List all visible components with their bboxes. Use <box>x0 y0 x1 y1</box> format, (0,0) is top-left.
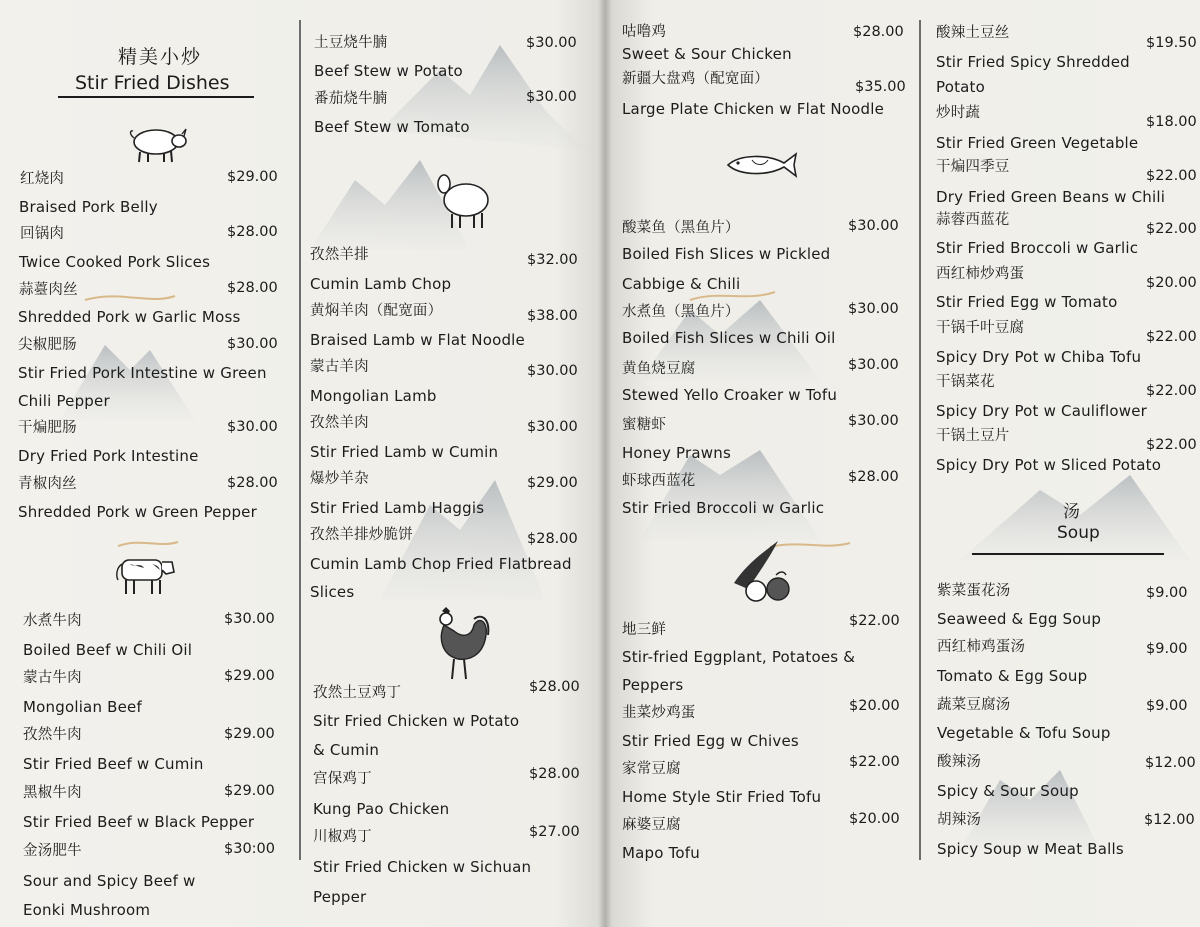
dish-price: $29.00 <box>527 475 578 491</box>
dish-name-en: Stir Fried Pork Intestine w Green <box>18 364 267 382</box>
section-title-underline <box>58 96 254 98</box>
dish-name-zh: 西红柿炒鸡蛋 <box>936 266 1025 282</box>
dish-price: $29.00 <box>224 783 275 799</box>
cow-icon <box>110 550 178 598</box>
soup-name-en: Tomato & Egg Soup <box>937 667 1088 685</box>
dish-name-zh: 炒时蔬 <box>936 105 981 121</box>
dish-name-en: Dry Fried Pork Intestine <box>18 447 199 465</box>
soup-price: $12.00 <box>1145 755 1196 771</box>
soup-price: $9.00 <box>1146 585 1188 601</box>
dish-price: $30.00 <box>526 89 577 105</box>
soup-name-zh: 西红柿鸡蛋汤 <box>937 639 1026 655</box>
dish-name-en: Chili Pepper <box>18 392 110 410</box>
soup-name-en: Vegetable & Tofu Soup <box>937 724 1111 742</box>
dish-price: $28.00 <box>529 679 580 695</box>
dish-name-zh: 新疆大盘鸡（配宽面） <box>622 71 769 87</box>
soup-price: $12.00 <box>1144 812 1195 828</box>
soup-name-en: Seaweed & Egg Soup <box>937 610 1102 628</box>
pig-icon <box>124 122 190 164</box>
dish-name-zh: 咕噜鸡 <box>622 24 667 40</box>
dish-name-en: Dry Fried Green Beans w Chili <box>936 188 1166 206</box>
dish-name-zh: 干煸四季豆 <box>936 159 1010 175</box>
dish-name-en: Kung Pao Chicken <box>313 800 450 818</box>
dish-name-zh: 干锅菜花 <box>936 374 995 390</box>
dish-name-en: Peppers <box>622 676 684 694</box>
dish-name-en: Stir Fried Egg w Tomato <box>936 293 1118 311</box>
dish-name-zh: 酸辣土豆丝 <box>936 25 1010 41</box>
dish-name-zh: 孜然羊肉 <box>310 415 369 431</box>
dish-name-zh: 蜜糖虾 <box>622 417 667 433</box>
dish-name-en: & Cumin <box>313 741 380 759</box>
soup-name-zh: 紫菜蛋花汤 <box>937 583 1011 599</box>
dish-name-en: Mongolian Beef <box>23 698 142 716</box>
dish-name-zh: 孜然土豆鸡丁 <box>313 685 402 701</box>
dish-price: $22.00 <box>849 613 900 629</box>
dish-name-zh: 韭菜炒鸡蛋 <box>622 705 696 721</box>
dish-price: $20.00 <box>849 698 900 714</box>
dish-name-zh: 金汤肥牛 <box>23 843 82 859</box>
dish-name-en: Stir Fried Lamb w Cumin <box>310 443 499 461</box>
sheep-icon <box>430 166 496 232</box>
dish-price: $29.00 <box>224 726 275 742</box>
dish-name-en: Spicy Dry Pot w Cauliflower <box>936 402 1148 420</box>
dish-name-en: Mapo Tofu <box>622 844 700 862</box>
dish-price: $20.00 <box>849 811 900 827</box>
dish-name-en: Stir Fried Broccoli w Garlic <box>622 499 825 517</box>
dish-name-en: Boiled Beef w Chili Oil <box>23 641 193 659</box>
dish-price: $30.00 <box>227 336 278 352</box>
dish-name-en: Stir-fried Eggplant, Potatoes & <box>622 648 856 666</box>
dish-price: $19.50 <box>1146 35 1197 51</box>
dish-name-en: Beef Stew w Potato <box>314 62 463 80</box>
dish-price: $30.00 <box>848 413 899 429</box>
dish-price: $22.00 <box>1146 221 1197 237</box>
dish-name-zh: 回锅肉 <box>20 226 65 242</box>
soup-name-zh: 酸辣汤 <box>937 754 982 770</box>
dish-name-zh: 爆炒羊杂 <box>310 471 369 487</box>
dish-price: $22.00 <box>849 754 900 770</box>
dish-name-zh: 孜然牛肉 <box>23 727 82 743</box>
dish-name-en: Sitr Fried Chicken w Potato <box>313 712 520 730</box>
soup-name-zh: 蔬菜豆腐汤 <box>937 697 1011 713</box>
dish-name-zh: 水煮鱼（黑鱼片） <box>622 304 740 320</box>
dish-price: $35.00 <box>855 79 906 95</box>
dish-name-en: Shredded Pork w Garlic Moss <box>18 308 241 326</box>
dish-name-en: Braised Lamb w Flat Noodle <box>310 331 525 349</box>
dish-name-zh: 麻婆豆腐 <box>622 817 681 833</box>
dish-price: $30.00 <box>848 301 899 317</box>
dish-name-en: Shredded Pork w Green Pepper <box>18 503 257 521</box>
dish-name-zh: 黑椒牛肉 <box>23 785 82 801</box>
dish-price: $32.00 <box>527 252 578 268</box>
dish-price: $28.00 <box>227 224 278 240</box>
dish-price: $30.00 <box>848 357 899 373</box>
dish-name-en: Stir Fried Broccoli w Garlic <box>936 239 1139 257</box>
dish-name-en: Sour and Spicy Beef w <box>23 872 196 890</box>
dish-price: $28.00 <box>853 24 904 40</box>
dish-price: $30.00 <box>527 419 578 435</box>
fish-icon <box>724 150 800 180</box>
dish-name-zh: 土豆烧牛腩 <box>314 35 388 51</box>
dish-price: $30.00 <box>227 419 278 435</box>
dish-name-en: Cumin Lamb Chop Fried Flatbread <box>310 555 572 573</box>
dish-name-zh: 番茄烧牛腩 <box>314 91 388 107</box>
soup-price: $9.00 <box>1146 698 1188 714</box>
soup-price: $9.00 <box>1146 641 1188 657</box>
dish-name-zh: 孜然羊排 <box>310 247 369 263</box>
dish-name-en: Stir Fried Beef w Black Pepper <box>23 813 255 831</box>
dish-price: $22.00 <box>1146 329 1197 345</box>
dish-price: $22.00 <box>1146 168 1197 184</box>
dish-price: $22.00 <box>1146 437 1197 453</box>
dish-name-zh: 水煮牛肉 <box>23 613 82 629</box>
dish-name-zh: 干煸肥肠 <box>18 420 77 436</box>
dish-name-zh: 黄焖羊肉（配宽面） <box>310 303 443 319</box>
dish-price: $28.00 <box>227 475 278 491</box>
dish-name-en: Stewed Yello Croaker w Tofu <box>622 386 838 404</box>
dish-price: $30.00 <box>224 611 275 627</box>
dish-name-zh: 蒜薹肉丝 <box>19 282 78 298</box>
dish-name-en: Twice Cooked Pork Slices <box>19 253 211 271</box>
dish-name-en: Home Style Stir Fried Tofu <box>622 788 822 806</box>
vegetables-icon <box>726 535 798 605</box>
dish-name-zh: 尖椒肥肠 <box>18 337 77 353</box>
rooster-icon <box>428 605 492 683</box>
soup-name-zh: 胡辣汤 <box>937 812 982 828</box>
dish-price: $20.00 <box>1146 275 1197 291</box>
dish-name-en: Boiled Fish Slices w Chili Oil <box>622 329 836 347</box>
soup-title-underline <box>972 553 1164 555</box>
dish-name-zh: 干锅土豆片 <box>936 428 1010 444</box>
dish-name-zh: 青椒肉丝 <box>18 476 77 492</box>
section-title-zh: 精美小炒 <box>118 46 203 68</box>
dish-name-en: Stir Fried Beef w Cumin <box>23 755 204 773</box>
dish-price: $27.00 <box>529 824 580 840</box>
dish-price: $29.00 <box>224 668 275 684</box>
dish-name-zh: 蒜蓉西蓝花 <box>936 212 1010 228</box>
soup-name-en: Spicy Soup w Meat Balls <box>937 840 1124 858</box>
dish-name-en: Large Plate Chicken w Flat Noodle <box>622 100 885 118</box>
dish-name-en: Sweet & Sour Chicken <box>622 45 792 63</box>
column-divider <box>299 20 301 860</box>
dish-name-zh: 川椒鸡丁 <box>313 829 372 845</box>
dish-name-en: Slices <box>310 583 355 601</box>
dish-price: $29.00 <box>227 169 278 185</box>
dish-name-zh: 干锅千叶豆腐 <box>936 320 1025 336</box>
dish-name-zh: 地三鲜 <box>622 622 667 638</box>
dish-name-en: Stir Fried Lamb Haggis <box>310 499 485 517</box>
dish-name-en: Potato <box>936 78 986 96</box>
dish-name-en: Stir Fried Spicy Shredded <box>936 53 1130 71</box>
dish-name-en: Boiled Fish Slices w Pickled <box>622 245 831 263</box>
dish-price: $28.00 <box>227 280 278 296</box>
dish-price: $18.00 <box>1146 114 1197 130</box>
dish-name-zh: 黄鱼烧豆腐 <box>622 361 696 377</box>
dish-name-en: Stir Fried Egg w Chives <box>622 732 799 750</box>
dish-name-en: Eonki Mushroom <box>23 901 151 919</box>
dish-price: $28.00 <box>529 766 580 782</box>
dish-name-en: Cumin Lamb Chop <box>310 275 452 293</box>
dish-name-zh: 孜然羊排炒脆饼 <box>310 527 413 543</box>
page-fold <box>598 0 612 927</box>
section-title-en: Stir Fried Dishes <box>75 72 230 94</box>
dish-name-zh: 家常豆腐 <box>622 761 681 777</box>
dish-name-en: Spicy Dry Pot w Sliced Potato <box>936 456 1162 474</box>
dish-price: $30:00 <box>224 841 276 857</box>
dish-price: $30.00 <box>527 363 578 379</box>
dish-name-en: Stir Fried Chicken w Sichuan <box>313 858 532 876</box>
dish-name-en: Pepper <box>313 888 367 906</box>
dish-price: $28.00 <box>848 469 899 485</box>
dish-price: $28.00 <box>527 531 578 547</box>
column-divider <box>919 20 921 860</box>
soup-title-en: Soup <box>1057 523 1100 543</box>
dish-name-en: Braised Pork Belly <box>19 198 158 216</box>
soup-name-en: Spicy & Sour Soup <box>937 782 1079 800</box>
dish-name-zh: 虾球西蓝花 <box>622 473 696 489</box>
dish-name-en: Cabbige & Chili <box>622 275 741 293</box>
dish-price: $30.00 <box>526 35 577 51</box>
dish-name-en: Beef Stew w Tomato <box>314 118 470 136</box>
soup-title-zh: 汤 <box>1063 502 1082 522</box>
dish-price: $30.00 <box>848 218 899 234</box>
dish-name-en: Honey Prawns <box>622 444 731 462</box>
dish-price: $22.00 <box>1146 383 1197 399</box>
dish-price: $38.00 <box>527 308 578 324</box>
dish-name-zh: 宫保鸡丁 <box>313 771 372 787</box>
dish-name-zh: 红烧肉 <box>20 171 65 187</box>
dish-name-en: Stir Fried Green Vegetable <box>936 134 1139 152</box>
dish-name-zh: 蒙古牛肉 <box>23 670 82 686</box>
dish-name-en: Spicy Dry Pot w Chiba Tofu <box>936 348 1142 366</box>
dish-name-zh: 蒙古羊肉 <box>310 359 369 375</box>
dish-name-en: Mongolian Lamb <box>310 387 437 405</box>
dish-name-zh: 酸菜鱼（黑鱼片） <box>622 220 740 236</box>
